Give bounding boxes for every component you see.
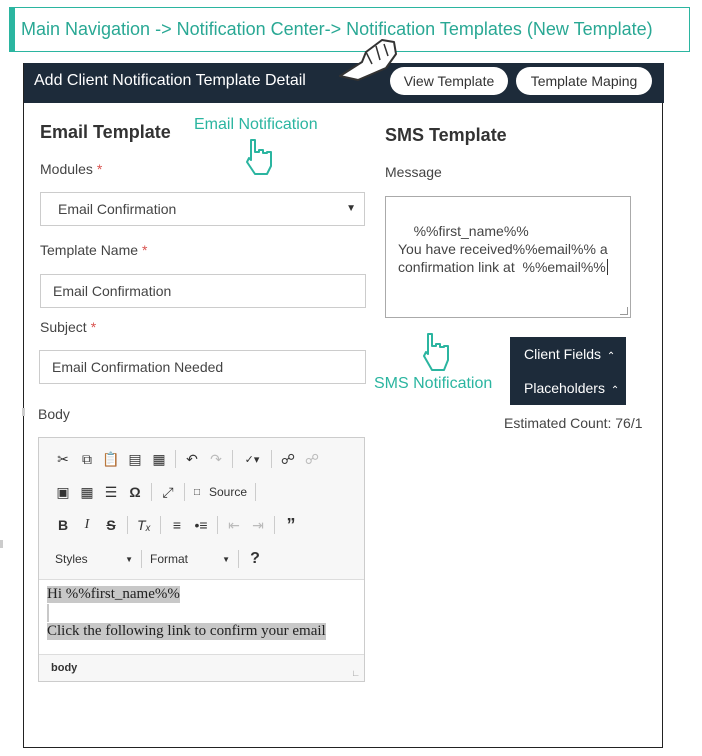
link-icon[interactable]: ☍	[280, 450, 296, 467]
indent-icon[interactable]: ⇥	[252, 516, 264, 533]
bulleted-list-icon[interactable]: •≡	[194, 517, 208, 533]
editor-status-bar	[39, 654, 364, 681]
styles-dropdown[interactable]	[51, 552, 137, 566]
template-name-input[interactable]: Email Confirmation	[40, 274, 366, 308]
source-icon[interactable]: □	[193, 486, 201, 498]
pointer-hand-icon	[336, 34, 400, 84]
email-notification-callout: Email Notification	[194, 116, 318, 133]
outdent-icon[interactable]: ⇤	[228, 516, 240, 533]
message-label: Message	[385, 164, 442, 180]
undo-icon[interactable]: ↶	[186, 450, 198, 467]
edge-tick	[22, 408, 25, 416]
subject-input[interactable]: Email Confirmation Needed	[39, 350, 366, 384]
strikethrough-icon[interactable]: S	[106, 517, 116, 533]
toolbar-separator	[141, 550, 142, 568]
styles-dropdown-label: Styles	[55, 552, 88, 566]
redo-icon[interactable]: ↷	[210, 450, 222, 467]
body-line-1-text: Hi %%first_name%%	[47, 586, 180, 602]
chevron-up-icon: ⌃	[610, 385, 620, 396]
pointer-hand-icon	[243, 138, 279, 176]
image-icon[interactable]: ▣	[56, 483, 70, 500]
italic-icon[interactable]: I	[84, 517, 90, 532]
required-mark: *	[96, 161, 103, 177]
paste-word-icon[interactable]: ▦	[152, 450, 166, 467]
toolbar-row-3	[51, 513, 303, 537]
toolbar-row-2	[51, 480, 260, 504]
message-text: %%first_name%% You have received%%email%% a confirmation link at %%email%%	[398, 223, 608, 275]
placeholders-label: Placeholders	[524, 380, 605, 396]
toolbar-separator	[271, 450, 272, 468]
toolbar-separator	[232, 450, 233, 468]
toolbar-separator	[217, 516, 218, 534]
unlink-icon[interactable]: ☍	[304, 450, 320, 467]
template-name-label	[40, 242, 148, 258]
message-textarea[interactable]	[385, 196, 631, 318]
body-line-1	[47, 586, 356, 603]
modules-select-value: Email Confirmation	[58, 201, 177, 217]
body-line-2	[47, 623, 356, 640]
email-template-title: Email Template	[40, 122, 171, 142]
remove-format-icon[interactable]: Tₓ	[137, 517, 151, 533]
toolbar-separator	[255, 483, 256, 501]
resize-handle-icon[interactable]: ∟	[351, 668, 360, 678]
edge-tick	[0, 540, 3, 548]
view-template-button[interactable]: View Template	[390, 67, 508, 95]
format-dropdown-label: Format	[150, 552, 189, 566]
breadcrumb-text: Main Navigation -> Notification Center-> Notification Templates (New Template)	[21, 19, 653, 39]
client-fields-button[interactable]	[510, 337, 626, 371]
required-mark: *	[142, 242, 148, 258]
special-char-icon[interactable]: Ω	[129, 484, 141, 500]
caret-down-icon: ▼	[125, 554, 133, 564]
editor-toolbar	[39, 438, 364, 580]
copy-icon[interactable]: ⧉	[82, 450, 92, 467]
horizontal-line-icon[interactable]: ☰	[104, 483, 118, 500]
body-line-2-text: Click the following link to confirm your email	[47, 623, 326, 639]
subject-label	[40, 319, 96, 335]
toolbar-separator	[238, 550, 239, 568]
cut-icon[interactable]: ✂	[57, 450, 69, 467]
caret-down-icon: ▼	[346, 203, 356, 214]
toolbar-separator	[160, 516, 161, 534]
toolbar-row-1	[51, 447, 324, 471]
subject-label-text: Subject	[40, 319, 87, 335]
element-path[interactable]: body	[51, 662, 78, 674]
body-editor	[38, 437, 365, 682]
format-dropdown[interactable]	[146, 552, 234, 566]
source-button[interactable]: Source	[209, 485, 248, 499]
panel-title: Add Client Notification Template Detail	[34, 72, 306, 89]
pointer-hand-icon	[420, 332, 456, 372]
body-empty-line	[47, 604, 356, 622]
toolbar-separator	[175, 450, 176, 468]
estimated-count: Estimated Count: 76/1	[504, 415, 643, 431]
text-cursor	[607, 259, 608, 275]
modules-label	[40, 161, 102, 177]
spellcheck-icon[interactable]: ✓▾	[244, 453, 260, 466]
sms-notification-callout: SMS Notification	[374, 375, 493, 392]
blockquote-icon[interactable]: ”	[286, 514, 296, 535]
toolbar-separator	[184, 483, 185, 501]
toolbar-separator	[274, 516, 275, 534]
placeholders-button[interactable]	[510, 371, 626, 405]
template-mapping-button[interactable]: Template Maping	[516, 67, 652, 95]
toolbar-row-4	[51, 547, 267, 571]
paste-text-icon[interactable]: ▤	[128, 450, 142, 467]
maximize-icon[interactable]: ⤢	[162, 483, 174, 500]
chevron-up-icon: ⌃	[606, 351, 616, 362]
template-name-label-text: Template Name	[40, 242, 139, 258]
editor-content[interactable]	[39, 580, 364, 655]
toolbar-separator	[127, 516, 128, 534]
sms-template-title: SMS Template	[385, 125, 507, 145]
table-icon[interactable]: ▦	[80, 483, 94, 500]
client-fields-label: Client Fields	[524, 346, 602, 362]
modules-select[interactable]	[40, 192, 365, 226]
toolbar-separator	[151, 483, 152, 501]
modules-label-text: Modules	[40, 161, 93, 177]
template-panel	[23, 63, 663, 748]
caret-down-icon: ▼	[222, 554, 230, 564]
numbered-list-icon[interactable]: ≡	[172, 517, 182, 533]
paste-icon[interactable]: 📋	[102, 450, 120, 467]
resize-grip-icon[interactable]	[620, 307, 628, 315]
bold-icon[interactable]: B	[57, 517, 69, 533]
help-icon[interactable]: ?	[250, 550, 260, 567]
body-label: Body	[38, 406, 70, 422]
required-mark: *	[90, 319, 97, 335]
